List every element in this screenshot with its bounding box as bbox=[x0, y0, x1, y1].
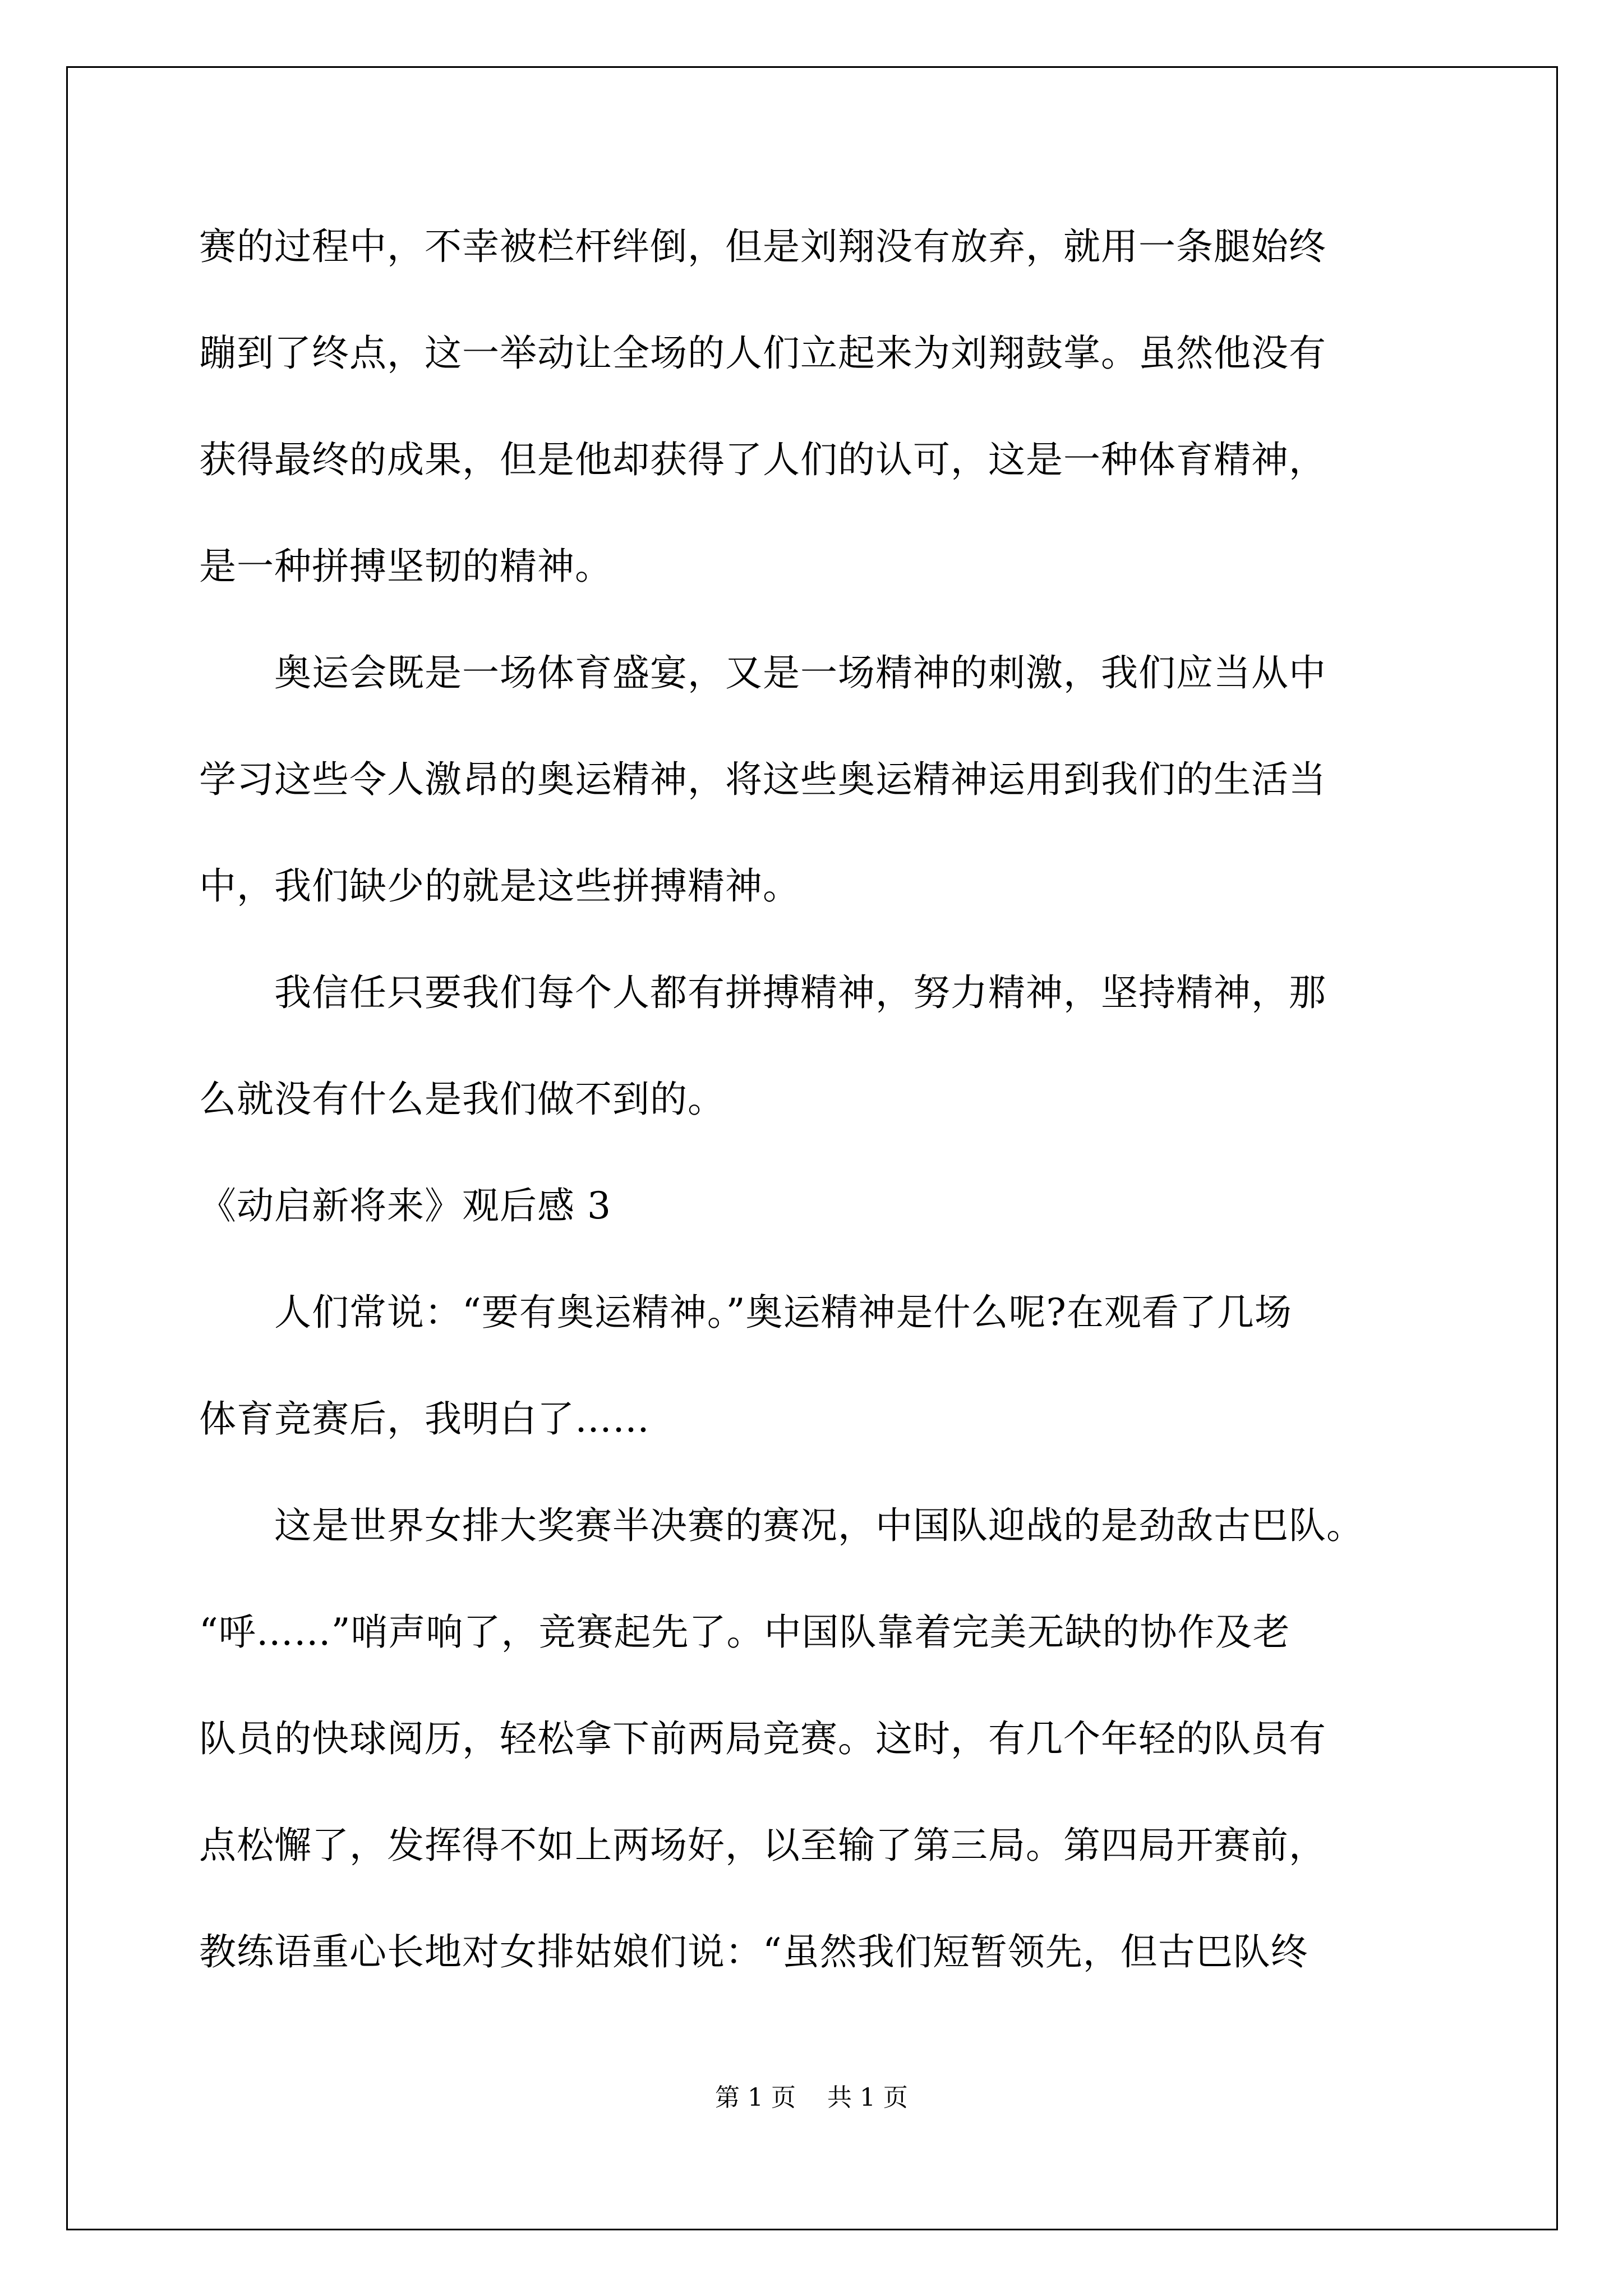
text-line: 队员的快球阅历，轻松拿下前两局竞赛。这时，有几个年轻的队员有 bbox=[199, 1717, 1326, 1760]
page-footer: 第 1 页 共 1 页 bbox=[715, 2083, 908, 2112]
text-line: 学习这些令人激昂的奥运精神，将这些奥运精神运用到我们的生活当 bbox=[199, 758, 1326, 801]
paragraph-start-line: 奥运会既是一场体育盛宴，又是一场精神的刺激，我们应当从中 bbox=[199, 651, 1326, 694]
text-line: 赛的过程中，不幸被栏杆绊倒，但是刘翔没有放弃，就用一条腿始终 bbox=[199, 225, 1326, 268]
section-heading: 《动启新将来》观后感 3 bbox=[199, 1184, 611, 1227]
paragraph-start-line: 我信任只要我们每个人都有拼搏精神，努力精神，坚持精神，那 bbox=[199, 971, 1326, 1014]
text-line: 蹦到了终点，这一举动让全场的人们立起来为刘翔鼓掌。虽然他没有 bbox=[199, 332, 1326, 375]
text-line: 点松懈了，发挥得不如上两场好，以至输了第三局。第四局开赛前， bbox=[199, 1824, 1326, 1867]
text-line: 中，我们缺少的就是这些拼搏精神。 bbox=[199, 864, 800, 908]
text-line: 教练语重心长地对女排姑娘们说：“虽然我们短暂领先，但古巴队终 bbox=[199, 1930, 1308, 1973]
text-line: 体育竞赛后，我明白了…… bbox=[199, 1397, 650, 1441]
page-border bbox=[66, 66, 1558, 2230]
paragraph-start-line: 人们常说：“要有奥运精神。”奥运精神是什么呢?在观看了几场 bbox=[199, 1291, 1292, 1334]
paragraph-start-line: 这是世界女排大奖赛半决赛的赛况，中国队迎战的是劲敌古巴队。 bbox=[199, 1504, 1364, 1547]
text-line: “呼……”哨声响了，竞赛起先了。中国队靠着完美无缺的协作及老 bbox=[199, 1611, 1290, 1654]
text-line: 么就没有什么是我们做不到的。 bbox=[199, 1078, 725, 1121]
text-line: 是一种拼搏坚韧的精神。 bbox=[199, 545, 612, 588]
text-line: 获得最终的成果，但是他却获得了人们的认可，这是一种体育精神， bbox=[199, 438, 1326, 481]
